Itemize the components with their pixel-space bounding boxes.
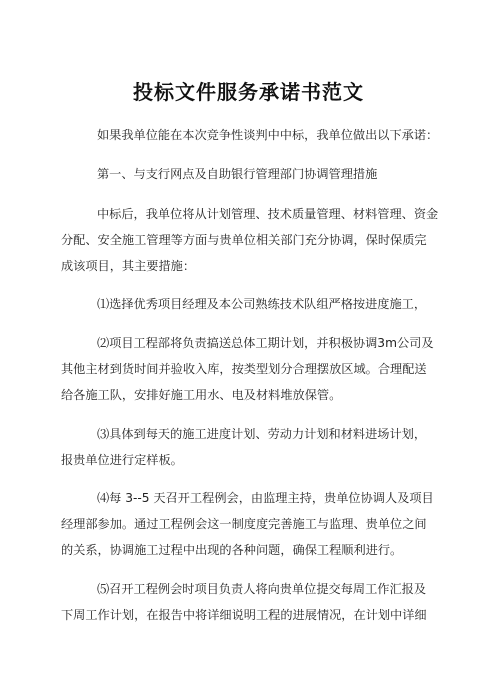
document-title: 投标文件服务承诺书范文 [133, 80, 364, 104]
paragraph-line: 经理部参加。通过工程例会这一制度度完善施工与监理、贵单位之间 [61, 517, 427, 531]
list-item: ⑷每 3--5 天召开工程例会，由监理主持，贵单位协调人及项目 [97, 491, 434, 505]
paragraph-line: 成该项目，其主要措施： [61, 259, 196, 273]
paragraph-line: 下周工作计划，在报告中将详细说明工程的进展情况，在计划中详细 [61, 608, 427, 622]
list-item: ⑴选择优秀项目经理及本公司熟练技术队组严格按进度施工， [97, 297, 427, 311]
paragraph-line: 其他主材到货时间并验收入库，按类型划分合理摆放区域。合理配送 [61, 362, 427, 376]
paragraph-line: 给各施工队，安排好施工用水、电及材料堆放保管。 [61, 388, 342, 402]
paragraph-line: 的关系，协调施工过程中出现的各种问题，确保工程顺利进行。 [61, 543, 403, 557]
paragraph-line: 中标后，我单位将从计划管理、技术质量管理、材料管理、资金 [97, 207, 439, 221]
list-item: ⑶具体到每天的施工进度计划、劳动力计划和材料进场计划， [97, 427, 427, 441]
section-heading: 第一、与支行网点及自助银行管理部门协调管理措施 [97, 167, 378, 181]
list-item: ⑵项目工程部将负责搞送总体工期计划，并积极协调3m公司及 [97, 336, 434, 350]
paragraph-line: 分配、安全施工管理等方面与贵单位相关部门充分协调，保时保质完 [61, 233, 427, 247]
paragraph-line: 如果我单位能在本次竞争性谈判中中标，我单位做出以下承诺： [97, 128, 439, 142]
paragraph-line: 报贵单位进行定样板。 [61, 453, 183, 467]
list-item: ⑸召开工程例会时项目负责人将向贵单位提交每周工作汇报及 [97, 582, 427, 596]
